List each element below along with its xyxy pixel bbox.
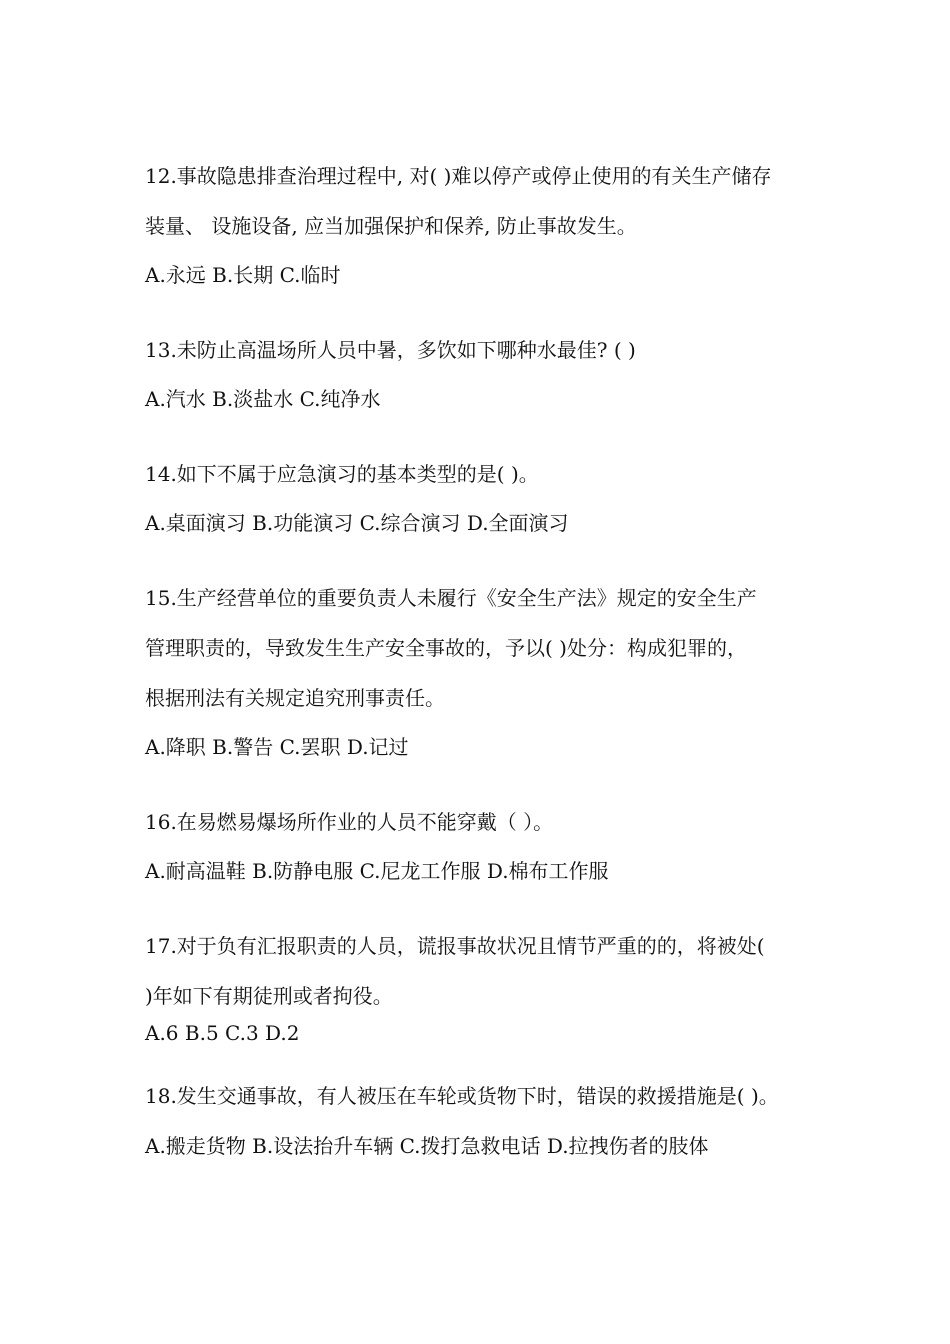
question-15-options: A.降职 B.警告 C.罢职 D.记过 [145, 735, 409, 759]
question-15-text-line-1: 15.生产经营单位的重要负责人未履行《安全生产法》规定的安全生产 [145, 586, 757, 610]
question-18-text-line-1: 18.发生交通事故，有人被压在车轮或货物下时，错误的救援措施是( )。 [145, 1084, 779, 1108]
question-18-options: A.搬走货物 B.设法抬升车辆 C.拨打急救电话 D.拉拽伤者的肢体 [145, 1134, 709, 1158]
question-17-text-line-1: 17.对于负有汇报职责的人员，谎报事故状况且情节严重的的，将被处( [145, 934, 765, 958]
question-16-text-line-1: 16.在易燃易爆场所作业的人员不能穿戴（ ）。 [145, 810, 554, 834]
question-13-text-line-1: 13.未防止高温场所人员中暑，多饮如下哪种水最佳? ( ) [145, 338, 636, 362]
question-14-text-line-1: 14.如下不属于应急演习的基本类型的是( )。 [145, 462, 539, 486]
question-15-text-line-2: 管理职责的，导致发生生产安全事故的，予以( )处分：构成犯罪的， [145, 636, 747, 660]
question-14-options: A.桌面演习 B.功能演习 C.综合演习 D.全面演习 [145, 511, 569, 535]
question-13-options: A.汽水 B.淡盐水 C.纯净水 [145, 387, 381, 411]
question-17-text-line-2: )年如下有期徒刑或者拘役。 [145, 984, 393, 1008]
question-15-text-line-3: 根据刑法有关规定追究刑事责任。 [145, 686, 445, 710]
question-12-text-line-2: 装量、 设施设备, 应当加强保护和保养, 防止事故发生。 [145, 214, 637, 238]
question-16-options: A.耐高温鞋 B.防静电服 C.尼龙工作服 D.棉布工作服 [145, 859, 609, 883]
question-12-options: A.永远 B.长期 C.临时 [145, 263, 341, 287]
question-17-options: A.6 B.5 C.3 D.2 [145, 1021, 300, 1045]
question-12-text-line-1: 12.事故隐患排查治理过程中, 对( )难以停产或停止使用的有关生产储存 [145, 164, 772, 188]
